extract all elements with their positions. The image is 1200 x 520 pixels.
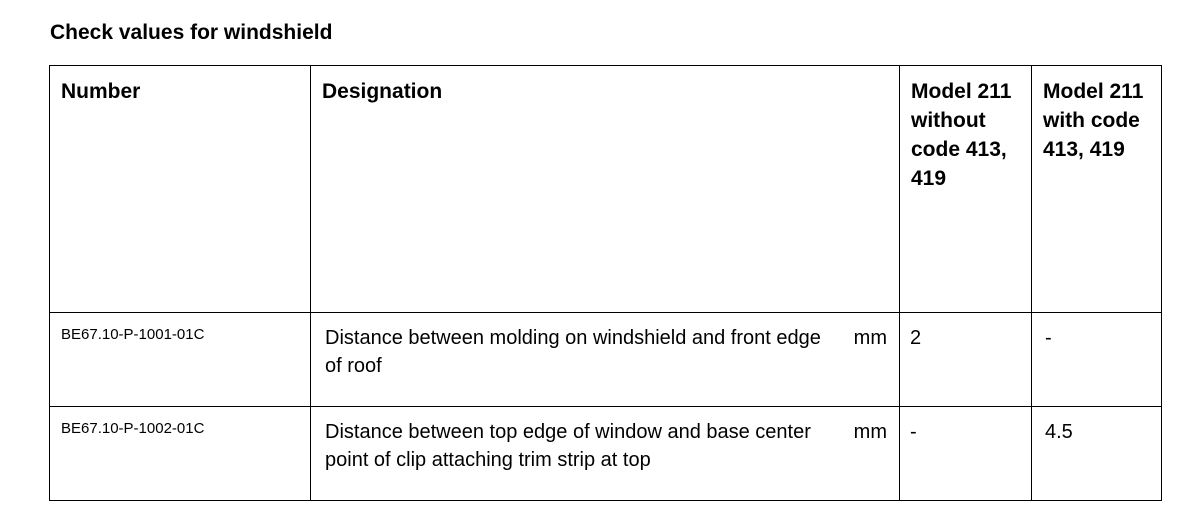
table-header-row [50,66,1162,313]
row-unit: mm [853,421,887,443]
table-row [50,407,1162,501]
row-value-model-without-code: - [910,421,917,443]
cell-model-without-code [900,407,1032,501]
cell-model-with-code [1032,407,1162,501]
row-unit: mm [853,327,887,349]
header-model-with-code-label: Model 211 with code 413, 419 [1043,80,1144,161]
row-number: BE67.10-P-1001-01C [61,326,205,343]
header-cell-designation [311,66,900,313]
row-value-model-with-code: 4.5 [1045,421,1073,443]
header-model-without-code-label: Model 211 without code 413, 419 [911,80,1012,190]
row-value-model-without-code: 2 [910,327,922,349]
cell-designation [311,313,900,407]
cell-number [50,407,311,501]
header-cell-model-without-code [900,66,1032,313]
header-designation-label: Designation [322,80,443,103]
row-value-model-with-code: - [1045,327,1052,349]
header-cell-number [50,66,311,313]
cell-model-without-code [900,313,1032,407]
header-cell-model-with-code [1032,66,1162,313]
check-values-table [49,65,1162,501]
page-title: Check values for windshield [50,21,333,44]
row-number: BE67.10-P-1002-01C [61,420,205,437]
header-number-label: Number [61,80,141,103]
cell-designation [311,407,900,501]
row-designation: Distance between molding on windshield and front edge of roof [325,327,821,377]
cell-model-with-code [1032,313,1162,407]
row-designation: Distance between top edge of window and base center point of clip attaching trim strip at top [325,421,811,471]
cell-number [50,313,311,407]
table-row [50,313,1162,407]
